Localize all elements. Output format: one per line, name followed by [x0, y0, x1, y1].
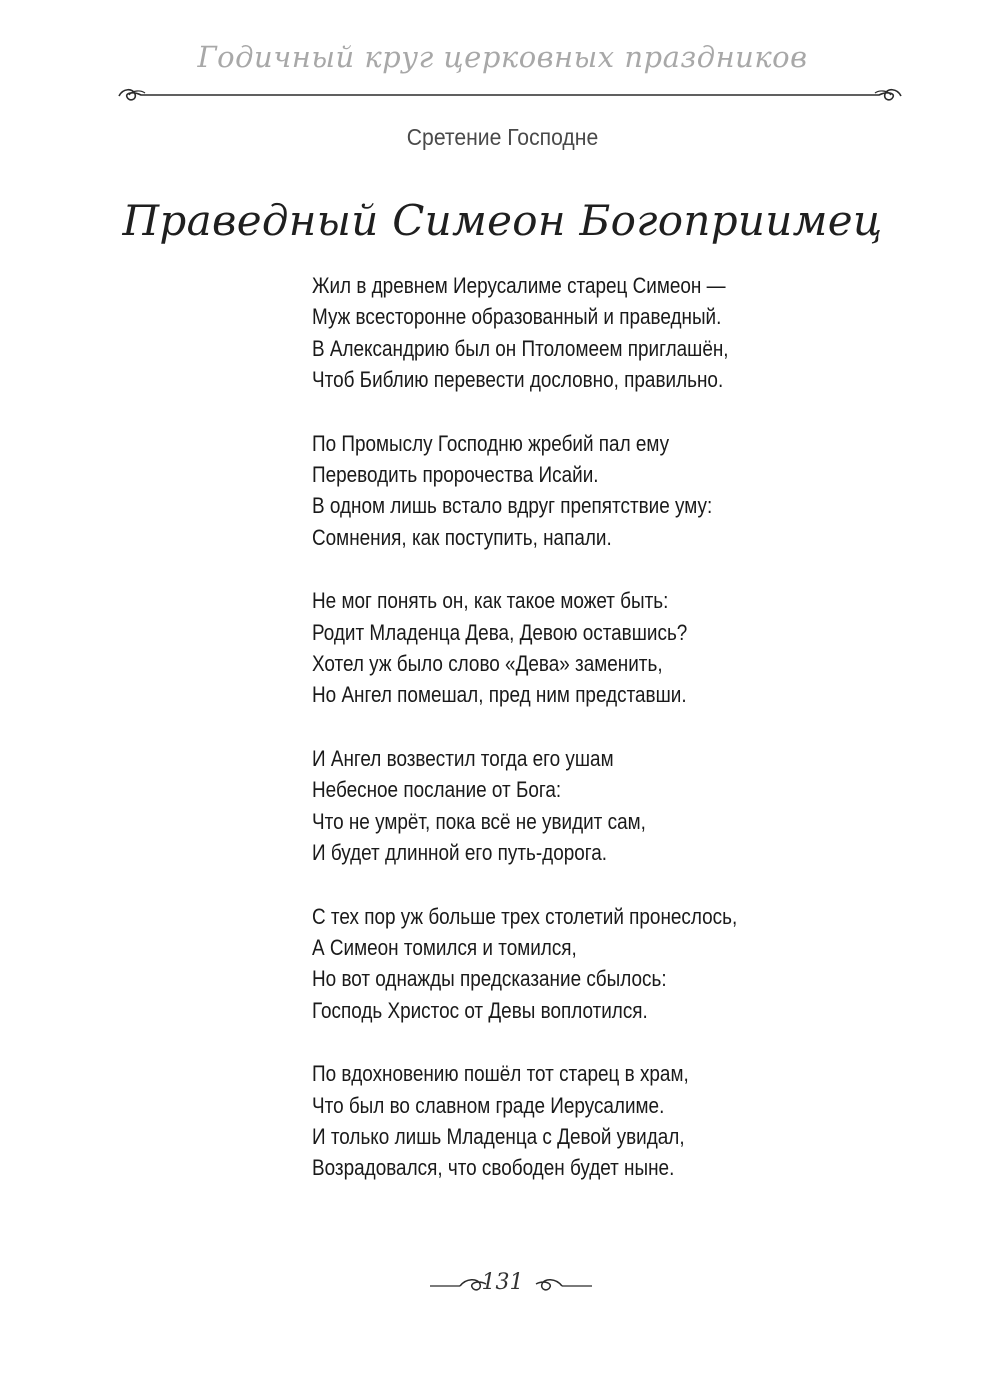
poem-line: Господь Христос от Девы воплотился.: [312, 997, 648, 1023]
poem-line: Что не умрёт, пока всё не увидит сам,: [312, 808, 646, 834]
poem-line: С тех пор уж больше трех столетий пронеслось,: [312, 903, 738, 929]
poem-line: Не мог понять он, как такое может быть:: [312, 588, 669, 614]
page-footer: [0, 1268, 1005, 1302]
poem-line: И будет длинной его путь-дорога.: [312, 840, 608, 866]
poem-line: А Симеон томился и томился,: [312, 934, 577, 960]
stanza: [312, 1058, 872, 1184]
poem-line: Муж всесторонне образованный и праведный.: [312, 304, 722, 330]
stanza: [312, 901, 872, 1027]
poem-line: По Промыслу Господню жребий пал ему: [312, 430, 670, 456]
running-head: Годичный круг церковных праздников: [197, 40, 808, 74]
poem-line: Чтоб Библию перевести дословно, правильно.: [312, 367, 724, 393]
stanza: [312, 743, 872, 869]
poem-body: [312, 270, 872, 1216]
poem-line: Но Ангел помешал, пред ним представши.: [312, 682, 687, 708]
poem-line: Родит Младенца Дева, Девою оставшись?: [312, 619, 688, 645]
poem-line: В одном лишь встало вдруг препятствие уму:: [312, 493, 713, 519]
stanza: [312, 428, 872, 554]
footer-ornament-right: [534, 1274, 592, 1296]
poem-line: И только лишь Младенца с Девой увидал,: [312, 1123, 685, 1149]
poem-line: И Ангел возвестил тогда его ушам: [312, 745, 614, 771]
stanza: [312, 270, 872, 396]
poem-line: Небесное послание от Бога:: [312, 777, 562, 803]
header-ornament-rule: [115, 84, 905, 106]
poem-line: По вдохновению пошёл тот старец в храм,: [312, 1061, 689, 1087]
section-title: Сретение Господне: [406, 124, 599, 150]
poem-line: Что был во славном граде Иерусалиме.: [312, 1092, 665, 1118]
page-number: 131: [481, 1270, 524, 1295]
poem-line: Возрадовался, что свободен будет ныне.: [312, 1155, 675, 1181]
poem-line: Хотел уж было слово «Дева» заменить,: [312, 651, 663, 677]
poem-line: Но вот однажды предсказание сбылось:: [312, 966, 667, 992]
poem-line: В Александрию был он Птоломеем приглашён,: [312, 335, 729, 361]
stanza: [312, 585, 872, 711]
poem-title: Праведный Симеон Богоприимец: [122, 196, 883, 245]
poem-line: Переводить пророчества Исайи.: [312, 462, 599, 488]
poem-line: Жил в древнем Иерусалиме старец Симеон —: [312, 273, 726, 298]
poem-line: Сомнения, как поступить, напали.: [312, 524, 612, 550]
